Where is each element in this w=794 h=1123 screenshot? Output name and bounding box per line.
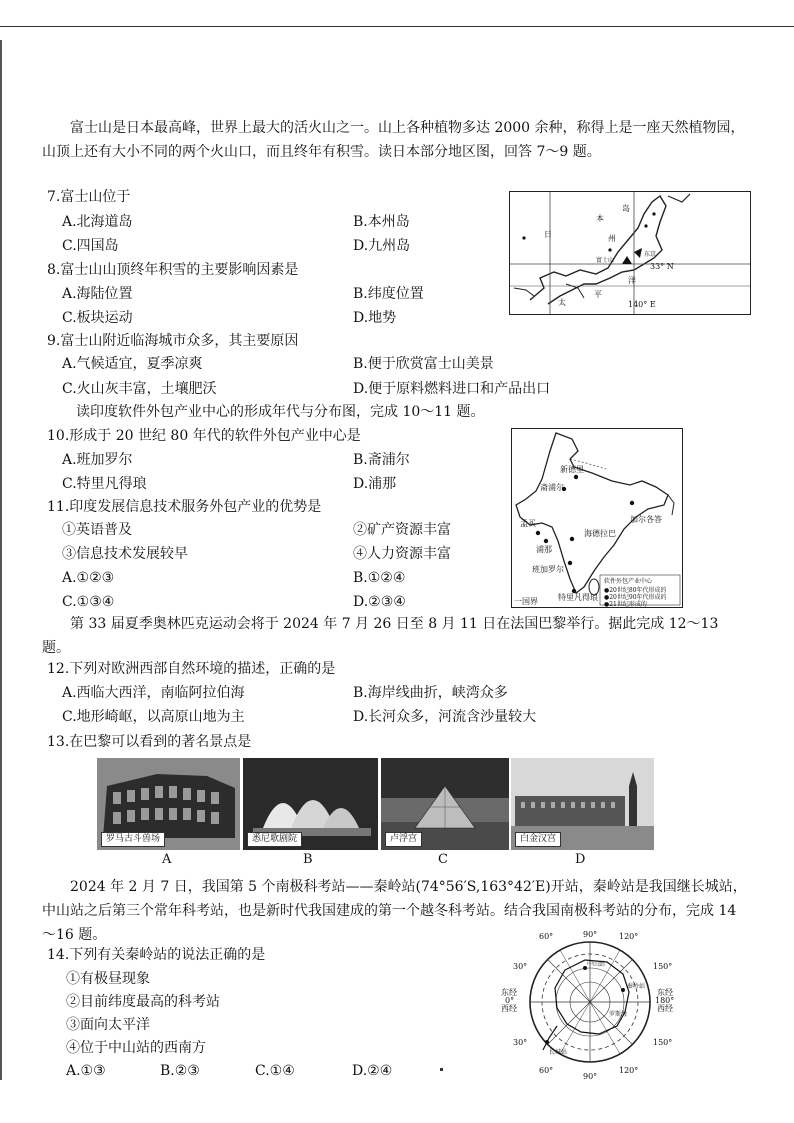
q8-option-c[interactable]: C.板块运动 xyxy=(62,310,133,326)
q12-option-a[interactable]: A.西临大西洋，南临阿拉伯海 xyxy=(62,685,245,701)
ant-label-30b: 30° xyxy=(513,1038,528,1047)
japan-label-tokyo: 东京 xyxy=(644,251,657,258)
ant-label-90-top: 90° xyxy=(583,930,598,939)
q12-stem: 12.下列对欧洲西部自然环境的描述，正确的是 xyxy=(47,661,336,677)
india-legend-80s: ●20世纪80年代形成的 xyxy=(604,587,667,594)
japan-label-zhou: 州 xyxy=(608,234,616,243)
q14-item-2: ②目前纬度最高的科考站 xyxy=(66,994,220,1010)
q9-option-b[interactable]: B.便于欣赏富士山美景 xyxy=(353,356,494,372)
q9-option-c[interactable]: C.火山灰丰富，土壤肥沃 xyxy=(62,381,217,397)
ant-label-30a: 30° xyxy=(513,962,528,971)
q8-option-b[interactable]: B.纬度位置 xyxy=(353,286,424,302)
photo-letter-d: D xyxy=(575,852,586,867)
q11-item-4: ④人力资源丰富 xyxy=(353,546,451,562)
intro-fuji: 富士山是日本最高峰，世界上最大的活火山之一。山上各种植物多达 2000 余种，称得上是一座天然植物园，山顶上还有大小不同的两个火山口，而且终年有积雪。读日本部分地区图，回答 7～9 题。 xyxy=(42,120,745,160)
ant-label-0: 0° xyxy=(505,996,515,1005)
q14-option-c[interactable]: C.①④ xyxy=(255,1063,295,1079)
q14-item-3: ③面向太平洋 xyxy=(66,1017,150,1033)
q11-option-a[interactable]: A.①②③ xyxy=(62,570,115,586)
q13-stem: 13.在巴黎可以看到的著名景点是 xyxy=(47,734,252,750)
photo-buckingham[interactable] xyxy=(511,758,654,850)
q11-option-b[interactable]: B.①②④ xyxy=(353,570,406,586)
q8-stem: 8.富士山山顶终年积雪的主要影响因素是 xyxy=(47,262,299,278)
india-legend-title: 软件外包产业中心 xyxy=(604,578,653,585)
india-label-pune: 浦那 xyxy=(536,545,552,554)
ant-label-150b: 150° xyxy=(653,1038,673,1047)
ant-label-east: 东经 xyxy=(501,988,517,997)
q9-option-d[interactable]: D.便于原料燃料进口和产品出口 xyxy=(353,381,551,397)
india-map xyxy=(511,428,683,608)
ant-label-150a: 150° xyxy=(653,962,673,971)
ant-label-180: 180° xyxy=(655,996,675,1005)
q10-option-b[interactable]: B.斋浦尔 xyxy=(353,452,410,468)
q14-option-a[interactable]: A.①③ xyxy=(66,1063,106,1079)
caption-louvre: 卢浮宫 xyxy=(385,832,422,847)
q10-option-d[interactable]: D.浦那 xyxy=(353,476,397,492)
caption-colosseum: 罗马古斗兽场 xyxy=(101,832,165,847)
q10-option-a[interactable]: A.班加罗尔 xyxy=(62,452,133,468)
india-label-bangalore: 班加罗尔 xyxy=(532,565,564,574)
ant-label-east2: 东经 xyxy=(657,988,673,997)
caption-buckingham: 白金汉宫 xyxy=(515,832,561,847)
q12-option-b[interactable]: B.海岸线曲折，峡湾众多 xyxy=(353,685,508,701)
photo-sydney-opera[interactable] xyxy=(243,758,378,850)
ant-label-90: 90° xyxy=(583,1072,598,1081)
japan-label-33n: 33° N xyxy=(650,262,674,271)
q10-stem: 10.形成于 20 世纪 80 年代的软件外包产业中心是 xyxy=(47,428,361,444)
ant-label-60a: 60° xyxy=(539,932,554,941)
ant-label-west2: 西经 xyxy=(657,1004,673,1013)
q7-option-b[interactable]: B.本州岛 xyxy=(353,214,410,230)
q14-stem: 14.下列有关秦岭站的说法正确的是 xyxy=(47,947,266,963)
q7-option-c[interactable]: C.四国岛 xyxy=(62,238,119,254)
japan-map xyxy=(509,191,751,315)
caption-sydney-opera: 悉尼歌剧院 xyxy=(247,832,302,847)
photo-letter-a: A xyxy=(162,852,172,867)
header-rule xyxy=(0,26,794,27)
japan-label-fuji: 富士山 xyxy=(596,257,615,264)
japan-label-140e: 140° E xyxy=(628,300,656,309)
india-label-newdelhi: 新德里 xyxy=(560,465,584,474)
ant-label-60b: 60° xyxy=(539,1066,554,1075)
q11-option-d[interactable]: D.②③④ xyxy=(353,594,406,610)
india-label-mumbai: 孟买 xyxy=(520,519,536,528)
india-label-jaipur: 斋浦尔 xyxy=(540,483,564,492)
ant-label-qinling: 秦岭站 xyxy=(627,983,646,990)
india-label-kolkata: 加尔各答 xyxy=(630,515,662,524)
q8-option-d[interactable]: D.地势 xyxy=(353,310,397,326)
q11-item-2: ②矿产资源丰富 xyxy=(353,522,451,538)
japan-map-graphic xyxy=(510,192,750,314)
india-legend-90s: ●20世纪90年代形成的 xyxy=(604,594,667,601)
photo-colosseum[interactable] xyxy=(97,758,240,850)
q8-option-a[interactable]: A.海陆位置 xyxy=(62,286,133,302)
binding-edge xyxy=(0,40,2,1080)
india-label-trivandrum: 特里凡得琅 xyxy=(558,593,598,602)
intro-antarctic: 2024 年 2 月 7 日，我国第 5 个南极科考站——秦岭站(74°56′S,163°42′E)开站，秦岭站是我国继长城站，中山站之后第三个常年科考站，也是新时代我国建成的第一个越冬科考站。结合我国南极科考站的分布，完成 14～16 题。 xyxy=(42,879,747,943)
ant-label-changcheng: 长城站 xyxy=(549,1049,568,1056)
ant-label-120a: 120° xyxy=(619,932,639,941)
photo-louvre[interactable] xyxy=(381,758,509,850)
q7-stem: 7.富士山位于 xyxy=(47,189,131,205)
q14-item-1: ①有极昼现象 xyxy=(66,971,150,987)
india-label-hyderabad: 海德拉巴 xyxy=(584,529,616,538)
ant-label-west: 西经 xyxy=(501,1004,517,1013)
japan-label-yang: 洋 xyxy=(628,276,636,285)
q11-stem: 11.印度发展信息技术服务外包产业的优势是 xyxy=(47,499,322,515)
japan-label-ping: 平 xyxy=(594,290,602,299)
india-legend-21c: ●21世纪形成的 xyxy=(604,601,647,608)
japan-label-dao: 岛 xyxy=(622,204,630,213)
japan-label-tai: 太 xyxy=(558,298,566,307)
q9-stem: 9.富士山附近临海城市众多，其主要原因 xyxy=(47,333,299,349)
q10-option-c[interactable]: C.特里凡得琅 xyxy=(62,476,147,492)
ant-label-120b: 120° xyxy=(619,1066,639,1075)
q7-option-a[interactable]: A.北海道岛 xyxy=(62,214,133,230)
q14-option-d[interactable]: D.②④ xyxy=(352,1063,393,1079)
q11-option-c[interactable]: C.①③④ xyxy=(62,594,115,610)
intro-india: 读印度软件外包产业中心的形成年代与分布图，完成 10～11 题。 xyxy=(76,404,485,420)
q11-item-1: ①英语普及 xyxy=(62,522,132,538)
q7-option-d[interactable]: D.九州岛 xyxy=(353,238,411,254)
q14-option-b[interactable]: B.②③ xyxy=(160,1063,200,1079)
q12-option-c[interactable]: C.地形崎岖，以高原山地为主 xyxy=(62,709,245,725)
antarctic-map xyxy=(495,930,685,1080)
stray-dot xyxy=(440,1068,443,1071)
photo-letter-b: B xyxy=(303,852,313,867)
ant-label-zhongshan: 中山站 xyxy=(587,961,606,968)
ant-label-ross: 罗斯海 xyxy=(609,1011,628,1018)
photo-letter-c: C xyxy=(438,852,448,867)
japan-label-ri: 日 xyxy=(544,230,552,239)
q11-item-3: ③信息技术发展较早 xyxy=(62,546,188,562)
q14-item-4: ④位于中山站的西南方 xyxy=(66,1040,206,1056)
q12-option-d[interactable]: D.长河众多，河流含沙量较大 xyxy=(353,709,537,725)
india-label-border: 一国界 xyxy=(514,597,538,606)
intro-olympics: 第 33 届夏季奥林匹克运动会将于 2024 年 7 月 26 日至 8 月 11 日在法国巴黎举行。据此完成 12～13 题。 xyxy=(42,616,719,656)
q9-option-a[interactable]: A.气候适宜，夏季凉爽 xyxy=(62,356,203,372)
japan-label-ben: 本 xyxy=(596,214,604,223)
